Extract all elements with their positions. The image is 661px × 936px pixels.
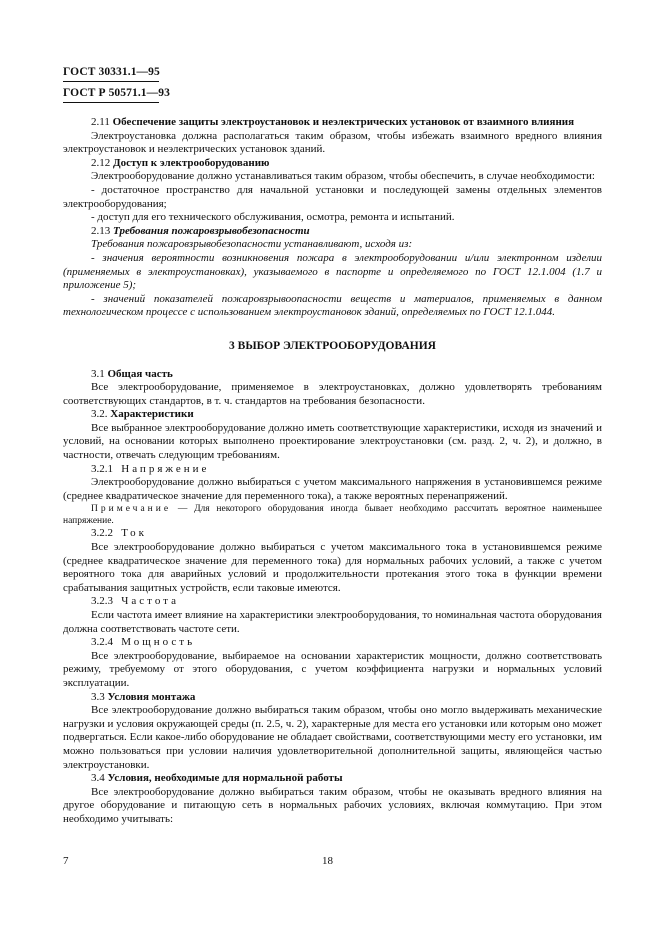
subsection-heading: 3.2.3 Частота — [91, 595, 180, 608]
section-heading: 2.12 Доступ к электрооборудованию — [91, 156, 270, 169]
note: Примечание — Для некоторого оборудования иногда бывает необходимо рассчитать вероятное наименьшее напряжение. — [63, 504, 602, 527]
section-heading: 2.13 Требования пожаровзрывобезопасности — [91, 224, 310, 237]
header-rule — [63, 102, 159, 103]
section-heading: 2.11 Обеспечение защиты электроустановок и неэлектрических установок от взаимного влияния — [91, 116, 575, 128]
section-heading: 3.2. Характеристики — [91, 408, 194, 421]
list-item: - доступ для его технического обслуживания, осмотра, ремонта и испытаний. — [91, 211, 455, 224]
paragraph: Электроустановка должна располагаться таким образом, чтобы избежать взаимного вредного влияния электроустановок и неэлектрических установок зданий. — [63, 129, 602, 156]
chapter-title: 3 ВЫБОР ЭЛЕКТРООБОРУДОВАНИЯ — [229, 339, 436, 352]
document-body — [63, 116, 602, 827]
section-heading: 3.1 Общая часть — [91, 367, 173, 380]
paragraph: Электрооборудование должно выбираться с учетом максимального напряжения в установившемся режиме (среднее квадратическое значение для переменного тока), а также вероятных перенапряжений. — [63, 476, 602, 502]
paragraph: Все выбранное электрооборудование должно иметь соответствующие характеристики, исходя из значений и условий, на основании которых выполнено проектирование электроустановки (см. разд. 2, ч. 2), и должно, в частности, отвечать следующим требованиям. — [63, 421, 602, 462]
paragraph: Требования пожаровзрывобезопасности устанавливают, исходя из: — [91, 238, 413, 251]
section-heading: 3.4 Условия, необходимые для нормальной работы — [91, 772, 343, 785]
header-rule — [63, 81, 159, 82]
subsection-heading: 3.2.1 Напряжение — [91, 462, 210, 475]
standard-code-2: ГОСТ Р 50571.1—93 — [63, 87, 170, 99]
standard-code-1: ГОСТ 30331.1—95 — [63, 66, 160, 78]
list-item: - значения вероятности возникновения пожара в электрооборудовании и/или электронном изделии (применяемых в электроустановках), указываемого в паспорте и определяемого по ГОСТ 12.1.004 (1.7 и приложение 5); — [63, 251, 602, 292]
subsection-heading: 3.2.4 Мощность — [91, 636, 196, 649]
paragraph: Все электрооборудование, выбираемое на основании характеристик мощности, должно соответствовать режиму, требуемому от этого оборудования, с учетом коэффициента нагрузки и нормальных условий эксплуатации. — [63, 649, 602, 689]
paragraph: Все электрооборудование должно выбираться таким образом, чтобы оно могло выдерживать механические нагрузки и условия окружающей среды (п. 2.5, ч. 2), характерные для места его установки или которым оно может подвергаться. Если какое-либо оборудование не обладает свойствами, соответствующими месту его установки, им можно пользоваться при условии наличия удовлетворительной дополнительной защиты, являющейся частью электроустановки. — [63, 704, 602, 771]
paragraph: Если частота имеет влияние на характеристики электрооборудования, то номинальная частота оборудования должна соответствовать частоте сети. — [63, 609, 602, 635]
paragraph: Все электрооборудование должно выбираться с учетом максимального тока в установившемся режиме (среднее квадратическое значение для переменного тока) для нормальных рабочих условий, а также с учетом вероятного тока для аварийных условий и продолжительности протекания этого тока в функции времени срабатывания защитных устройств, если таковые имеются. — [63, 541, 602, 594]
section-heading: 3.3 Условия монтажа — [91, 690, 196, 703]
subsection-heading: 3.2.2 Ток — [91, 527, 147, 540]
paragraph: Все электрооборудование, применяемое в электроустановках, должно удовлетворять требованиям соответствующих стандартов, в т. ч. стандартов на требования безопасности. — [63, 381, 602, 407]
page-number-center: 18 — [322, 855, 333, 867]
paragraph: Все электрооборудование должно выбираться таким образом, чтобы не оказывать вредного влияния на другое оборудование и питающую сеть в нормальных рабочих условиях, включая коммутацию. При этом необходимо учитывать: — [63, 785, 602, 825]
page-number-left: 7 — [63, 855, 69, 867]
list-item: - достаточное пространство для начальной установки и последующей замены отдельных элементов электрооборудования; — [63, 183, 602, 210]
list-item: - значений показателей пожаровзрывоопасности веществ и материалов, применяемых в данном технологическом процессе с использованием электроустановок зданий, определяемых по ГОСТ 12.1.044. — [63, 292, 602, 319]
paragraph: Электрооборудование должно устанавливаться таким образом, чтобы обеспечить, в случае необходимости: — [91, 170, 595, 183]
